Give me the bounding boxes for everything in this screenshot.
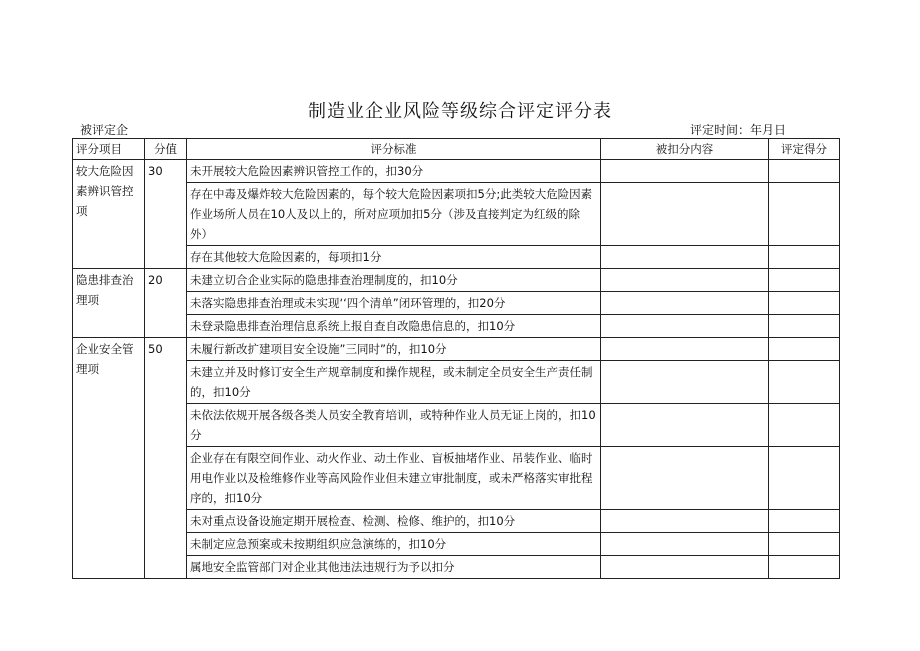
table-row xyxy=(73,269,840,292)
deduction-cell[interactable] xyxy=(601,338,769,361)
header-criteria: 评分标准 xyxy=(187,139,601,160)
score-cell: 50 xyxy=(145,338,187,579)
deduction-cell[interactable] xyxy=(601,361,769,404)
result-cell[interactable] xyxy=(769,315,840,338)
criteria-cell: 属地安全监管部门对企业其他违法违规行为予以扣分 xyxy=(187,556,601,579)
deduction-cell[interactable] xyxy=(601,246,769,269)
deduction-cell[interactable] xyxy=(601,447,769,510)
page-title: 制造业企业风险等级综合评定评分表 xyxy=(308,101,612,122)
item-cell: 企业安全管理项 xyxy=(73,338,145,579)
deduction-cell[interactable] xyxy=(601,510,769,533)
score-table xyxy=(72,138,840,579)
table-row xyxy=(73,404,840,447)
company-label: 被评定企 xyxy=(80,123,129,137)
result-cell[interactable] xyxy=(769,447,840,510)
deduction-cell[interactable] xyxy=(601,315,769,338)
table-row xyxy=(73,315,840,338)
deduction-cell[interactable] xyxy=(601,292,769,315)
table-row xyxy=(73,510,840,533)
criteria-cell: 未登录隐患排查治理信息系统上报自查自改隐患信息的，扣10分 xyxy=(187,315,601,338)
header-result: 评定得分 xyxy=(769,139,840,160)
criteria-cell: 存在其他较大危险因素的，每项扣1分 xyxy=(187,246,601,269)
table-row xyxy=(73,338,840,361)
deduction-cell[interactable] xyxy=(601,269,769,292)
criteria-cell: 未制定应急预案或未按期组织应急演练的，扣10分 xyxy=(187,533,601,556)
criteria-cell: 未建立并及时修订安全生产规章制度和操作规程，或未制定全员安全生产责任制的，扣10分 xyxy=(187,361,601,404)
table-row xyxy=(73,533,840,556)
score-cell: 20 xyxy=(145,269,187,338)
deduction-cell[interactable] xyxy=(601,160,769,183)
table-row xyxy=(73,292,840,315)
table-header-row xyxy=(73,139,840,160)
table-row xyxy=(73,361,840,404)
header-item: 评分项目 xyxy=(73,139,145,160)
criteria-cell: 未建立切合企业实际的隐患排查治理制度的，扣10分 xyxy=(187,269,601,292)
criteria-cell: 存在中毒及爆炸较大危险因素的，每个较大危险因素项扣5分;此类较大危险因素作业场所人员在10人及以上的，所对应项加扣5分（涉及直接判定为红级的除外） xyxy=(187,183,601,246)
criteria-cell: 未依法依规开展各级各类人员安全教育培训，或特种作业人员无证上岗的，扣10分 xyxy=(187,404,601,447)
deduction-cell[interactable] xyxy=(601,533,769,556)
result-cell[interactable] xyxy=(769,404,840,447)
result-cell[interactable] xyxy=(769,556,840,579)
item-cell: 较大危险因素辨识管控项 xyxy=(73,160,145,269)
table-row xyxy=(73,246,840,269)
item-cell: 隐患排查治理项 xyxy=(73,269,145,338)
result-cell[interactable] xyxy=(769,338,840,361)
header-deduction: 被扣分内容 xyxy=(601,139,769,160)
date-label: 评定时间：年月日 xyxy=(690,123,787,137)
table-row xyxy=(73,183,840,246)
result-cell[interactable] xyxy=(769,183,840,246)
criteria-cell: 未对重点设备设施定期开展检查、检测、检修、维护的，扣10分 xyxy=(187,510,601,533)
result-cell[interactable] xyxy=(769,246,840,269)
score-cell: 30 xyxy=(145,160,187,269)
criteria-cell: 未履行新改扩建项目安全设施”三同时”的，扣10分 xyxy=(187,338,601,361)
criteria-cell: 企业存在有限空间作业、动火作业、动土作业、盲板抽堵作业、吊装作业、临时用电作业以及检维修作业等高风险作业但未建立审批制度，或未严格落实审批程序的，扣10分 xyxy=(187,447,601,510)
deduction-cell[interactable] xyxy=(601,404,769,447)
deduction-cell[interactable] xyxy=(601,556,769,579)
criteria-cell: 未落实隐患排查治理或未实现‘‘四个清单”闭环管理的，扣20分 xyxy=(187,292,601,315)
result-cell[interactable] xyxy=(769,160,840,183)
criteria-cell: 未开展较大危险因素辨识管控工作的，扣30分 xyxy=(187,160,601,183)
result-cell[interactable] xyxy=(769,533,840,556)
deduction-cell[interactable] xyxy=(601,183,769,246)
table-row xyxy=(73,447,840,510)
table-row xyxy=(73,160,840,183)
result-cell[interactable] xyxy=(769,292,840,315)
result-cell[interactable] xyxy=(769,269,840,292)
header-score: 分值 xyxy=(145,139,187,160)
table-row xyxy=(73,556,840,579)
result-cell[interactable] xyxy=(769,510,840,533)
result-cell[interactable] xyxy=(769,361,840,404)
